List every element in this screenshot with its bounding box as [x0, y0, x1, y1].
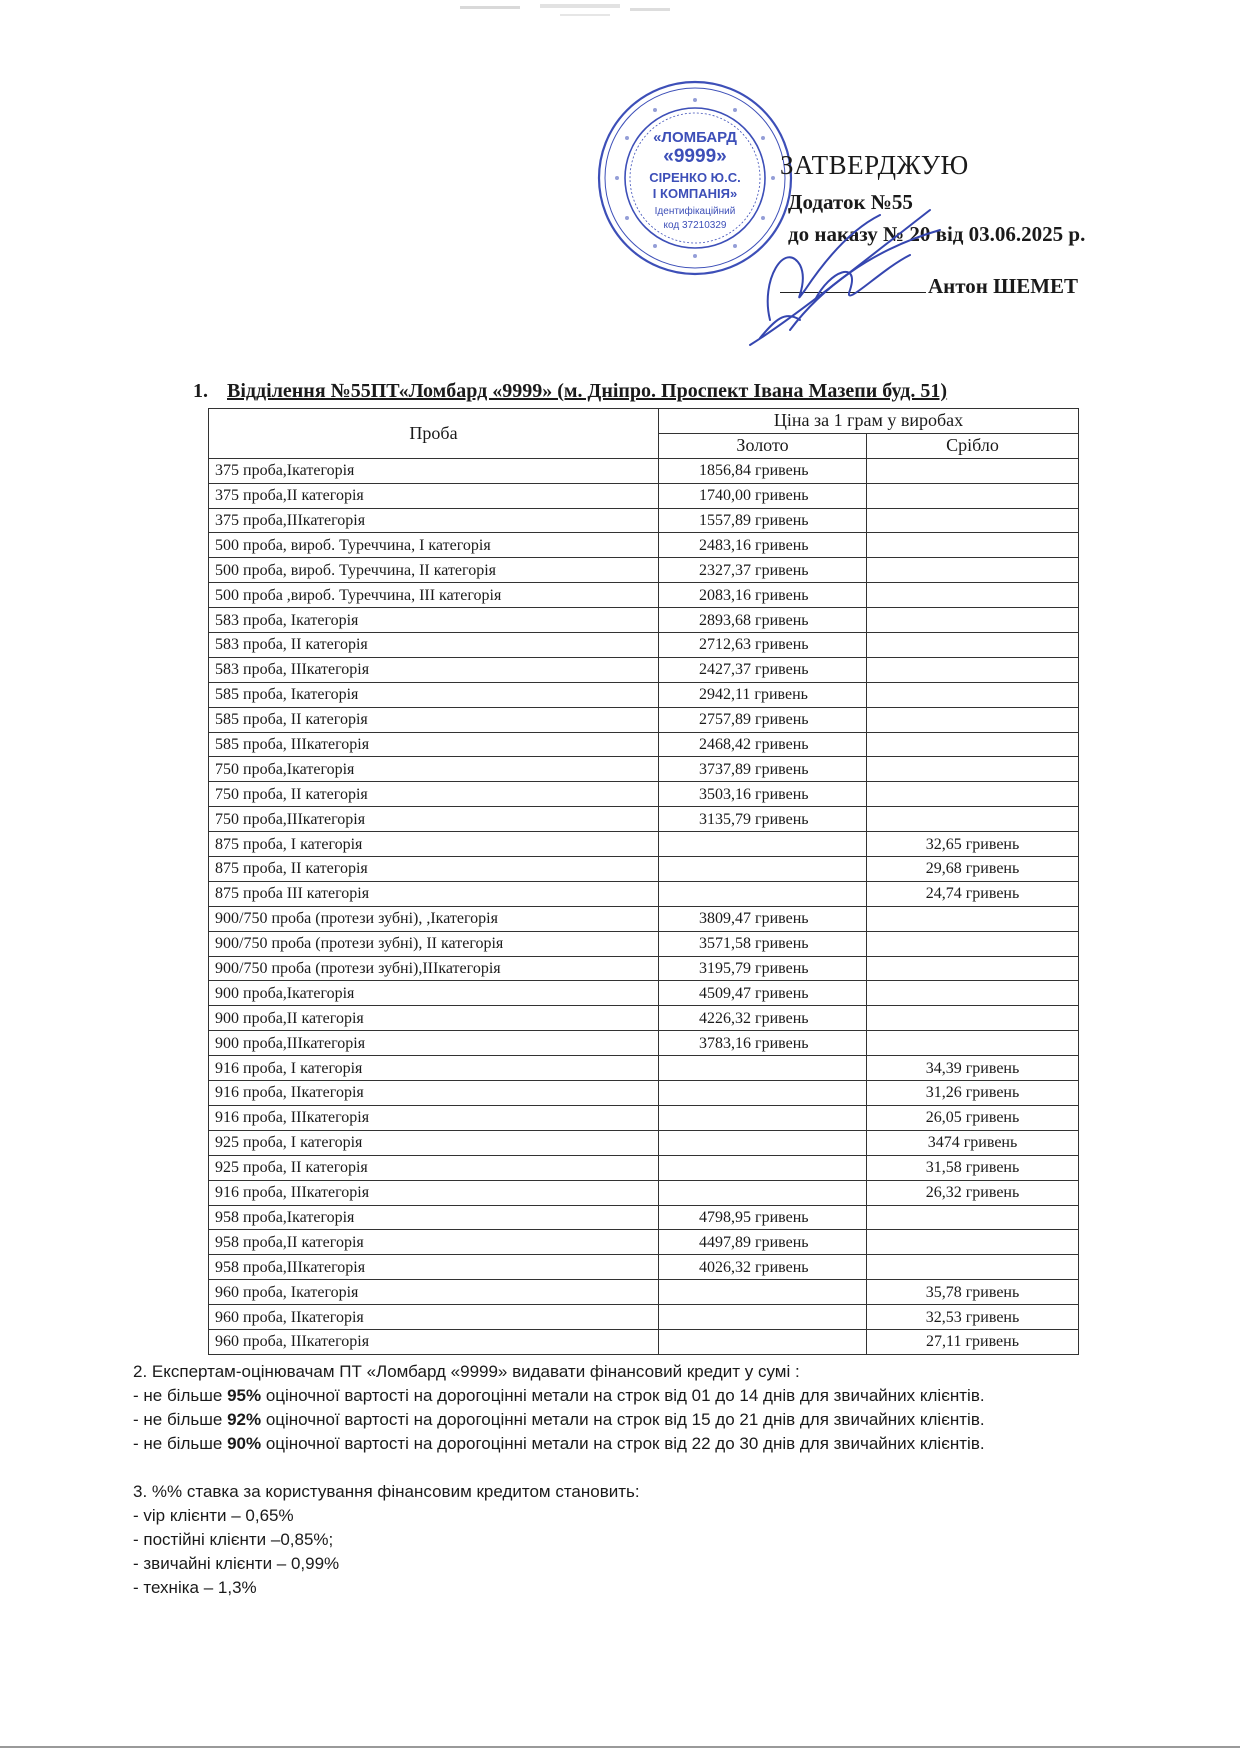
table-row	[209, 558, 1079, 583]
table-row	[209, 782, 1079, 807]
row-gold-cell	[659, 857, 867, 882]
table-body	[209, 458, 1079, 1354]
row-proba-cell: 585 проба, Ікатегорія	[209, 682, 659, 707]
header-price: Ціна за 1 грам у виробах	[659, 409, 1079, 434]
row-silver-cell	[867, 508, 1079, 533]
credit-line-percent: 95%	[227, 1386, 262, 1405]
row-silver-cell: 3474 гривень	[867, 1130, 1079, 1155]
table-row	[209, 906, 1079, 931]
row-silver-cell: 32,65 гривень	[867, 832, 1079, 857]
stamp-line-4: І КОМПАНІЯ»	[652, 186, 738, 201]
row-silver-cell	[867, 1230, 1079, 1255]
section-text: Відділення №55ПТ«Ломбард «9999» (м. Дніпро. Проспект Івана Мазепи буд. 51)	[227, 380, 948, 402]
row-proba-cell: 875 проба, І категорія	[209, 832, 659, 857]
table-row	[209, 657, 1079, 682]
row-proba-cell: 875 проба ІІІ категорія	[209, 881, 659, 906]
credit-line-prefix: - не більше	[133, 1410, 228, 1429]
row-proba-cell: 960 проба, Ікатегорія	[209, 1280, 659, 1305]
price-table	[208, 408, 1079, 1355]
row-gold-cell: 4798,95 гривень	[659, 1205, 867, 1230]
row-proba-cell: 875 проба, ІІ категорія	[209, 857, 659, 882]
row-silver-cell	[867, 732, 1079, 757]
row-proba-cell: 916 проба, ІІкатегорія	[209, 1081, 659, 1106]
table-row	[209, 757, 1079, 782]
row-silver-cell	[867, 757, 1079, 782]
row-gold-cell: 3737,89 гривень	[659, 757, 867, 782]
table-row	[209, 533, 1079, 558]
row-gold-cell: 1856,84 гривень	[659, 458, 867, 483]
row-silver-cell	[867, 682, 1079, 707]
table-row	[209, 1130, 1079, 1155]
row-silver-cell	[867, 1255, 1079, 1280]
row-gold-cell	[659, 1155, 867, 1180]
row-gold-cell	[659, 832, 867, 857]
row-proba-cell: 750 проба,ІІІкатегорія	[209, 807, 659, 832]
table-row	[209, 682, 1079, 707]
row-gold-cell: 2942,11 гривень	[659, 682, 867, 707]
row-silver-cell	[867, 583, 1079, 608]
row-gold-cell: 1557,89 гривень	[659, 508, 867, 533]
credit-line-percent: 90%	[227, 1434, 262, 1453]
row-proba-cell: 900/750 проба (протези зубні), ,Ікатегорія	[209, 906, 659, 931]
row-silver-cell: 34,39 гривень	[867, 1056, 1079, 1081]
header-proba: Проба	[209, 409, 659, 459]
row-gold-cell: 3135,79 гривень	[659, 807, 867, 832]
row-proba-cell: 375 проба,ІІІкатегорія	[209, 508, 659, 533]
row-gold-cell: 3809,47 гривень	[659, 906, 867, 931]
table-row	[209, 981, 1079, 1006]
row-gold-cell: 2712,63 гривень	[659, 633, 867, 658]
table-row	[209, 732, 1079, 757]
row-silver-cell	[867, 931, 1079, 956]
row-gold-cell: 3571,58 гривень	[659, 931, 867, 956]
row-proba-cell: 585 проба, ІІ категорія	[209, 707, 659, 732]
section-title	[193, 380, 947, 403]
table-row	[209, 881, 1079, 906]
row-proba-cell: 750 проба, ІІ категорія	[209, 782, 659, 807]
credit-line	[133, 1384, 1173, 1408]
row-silver-cell: 31,58 гривень	[867, 1155, 1079, 1180]
credit-line-text: оціночної вартості на дорогоцінні метали на строк від 22 до 30 днів для звичайних клієнтів.	[261, 1434, 985, 1453]
table-row	[209, 1081, 1079, 1106]
row-proba-cell: 925 проба, ІІ категорія	[209, 1155, 659, 1180]
row-silver-cell	[867, 657, 1079, 682]
table-row	[209, 633, 1079, 658]
row-proba-cell: 900 проба,ІІ категорія	[209, 1006, 659, 1031]
row-gold-cell	[659, 1081, 867, 1106]
row-gold-cell: 2468,42 гривень	[659, 732, 867, 757]
table-row	[209, 1255, 1079, 1280]
row-proba-cell: 375 проба,ІІ категорія	[209, 483, 659, 508]
header-gold: Золото	[659, 433, 867, 458]
table-row	[209, 1056, 1079, 1081]
section-number: 1.	[193, 380, 208, 402]
scan-bottom-edge	[0, 1746, 1240, 1748]
row-silver-cell	[867, 1205, 1079, 1230]
row-silver-cell: 27,11 гривень	[867, 1329, 1079, 1354]
table-row	[209, 857, 1079, 882]
row-gold-cell	[659, 1056, 867, 1081]
row-proba-cell: 375 проба,Ікатегорія	[209, 458, 659, 483]
row-silver-cell	[867, 633, 1079, 658]
rate-line: - постійні клієнти –0,85%;	[133, 1530, 334, 1549]
row-proba-cell: 900/750 проба (протези зубні),ІІІкатегорія	[209, 956, 659, 981]
row-proba-cell: 916 проба, І категорія	[209, 1056, 659, 1081]
row-proba-cell: 900 проба,ІІІкатегорія	[209, 1031, 659, 1056]
credit-line-text: оціночної вартості на дорогоцінні метали на строк від 15 до 21 днів для звичайних клієнтів.	[261, 1410, 985, 1429]
row-gold-cell: 4497,89 гривень	[659, 1230, 867, 1255]
row-gold-cell: 2757,89 гривень	[659, 707, 867, 732]
table-row	[209, 1180, 1079, 1205]
row-proba-cell: 500 проба ,вироб. Туреччина, ІІІ категорія	[209, 583, 659, 608]
approval-signer: Антон ШЕМЕТ	[928, 274, 1079, 298]
row-silver-cell	[867, 956, 1079, 981]
table-row	[209, 583, 1079, 608]
row-proba-cell: 583 проба, ІІ категорія	[209, 633, 659, 658]
row-gold-cell	[659, 1280, 867, 1305]
row-silver-cell	[867, 483, 1079, 508]
row-silver-cell	[867, 1006, 1079, 1031]
row-proba-cell: 500 проба, вироб. Туреччина, І категорія	[209, 533, 659, 558]
row-gold-cell	[659, 1130, 867, 1155]
row-silver-cell	[867, 458, 1079, 483]
table-row	[209, 956, 1079, 981]
credit-line-percent: 92%	[227, 1410, 262, 1429]
stamp-line-5: Ідентифікаційний	[654, 206, 736, 217]
row-gold-cell: 4026,32 гривень	[659, 1255, 867, 1280]
row-proba-cell: 500 проба, вироб. Туреччина, ІІ категорія	[209, 558, 659, 583]
terms-section	[133, 1360, 1173, 1600]
row-silver-cell	[867, 608, 1079, 633]
rate-line: - техніка – 1,3%	[133, 1578, 257, 1597]
row-proba-cell: 900 проба,Ікатегорія	[209, 981, 659, 1006]
stamp-line-6: код 37210329	[663, 220, 727, 231]
scan-smudge	[450, 2, 700, 20]
table-row	[209, 1006, 1079, 1031]
approval-order: до наказу № 20 від 03.06.2025 р.	[788, 222, 1086, 246]
header-silver: Срібло	[867, 433, 1079, 458]
credit-line	[133, 1408, 1173, 1432]
approval-annex: Додаток №55	[788, 190, 913, 214]
row-gold-cell: 2893,68 гривень	[659, 608, 867, 633]
table-row	[209, 608, 1079, 633]
row-gold-cell: 2083,16 гривень	[659, 583, 867, 608]
row-silver-cell: 26,32 гривень	[867, 1180, 1079, 1205]
table-row	[209, 1105, 1079, 1130]
row-silver-cell	[867, 707, 1079, 732]
row-silver-cell: 35,78 гривень	[867, 1280, 1079, 1305]
row-gold-cell: 4509,47 гривень	[659, 981, 867, 1006]
table-row	[209, 1031, 1079, 1056]
stamp-line-1: «ЛОМБАРД	[653, 129, 737, 146]
row-silver-cell	[867, 782, 1079, 807]
credit-line-prefix: - не більше	[133, 1386, 228, 1405]
row-silver-cell: 29,68 гривень	[867, 857, 1079, 882]
table-row	[209, 1305, 1079, 1330]
row-silver-cell	[867, 807, 1079, 832]
row-silver-cell	[867, 981, 1079, 1006]
row-gold-cell: 2327,37 гривень	[659, 558, 867, 583]
credit-line-text: оціночної вартості на дорогоцінні метали на строк від 01 до 14 днів для звичайних клієнтів.	[261, 1386, 985, 1405]
row-silver-cell	[867, 1031, 1079, 1056]
row-proba-cell: 750 проба,Ікатегорія	[209, 757, 659, 782]
row-silver-cell: 26,05 гривень	[867, 1105, 1079, 1130]
row-gold-cell: 3503,16 гривень	[659, 782, 867, 807]
table-row	[209, 1155, 1079, 1180]
credit-intro: 2. Експертам-оцінювачам ПТ «Ломбард «9999» видавати фінансовий кредит у сумі :	[133, 1362, 800, 1381]
row-proba-cell: 916 проба, ІІІкатегорія	[209, 1105, 659, 1130]
table-row	[209, 931, 1079, 956]
rate-line: - vip клієнти – 0,65%	[133, 1506, 294, 1525]
row-proba-cell: 960 проба, ІІІкатегорія	[209, 1329, 659, 1354]
row-gold-cell	[659, 1329, 867, 1354]
handwritten-signature	[730, 170, 960, 360]
row-silver-cell: 31,26 гривень	[867, 1081, 1079, 1106]
table-row	[209, 807, 1079, 832]
row-proba-cell: 958 проба,ІІІкатегорія	[209, 1255, 659, 1280]
table-row	[209, 1230, 1079, 1255]
row-proba-cell: 916 проба, ІІІкатегорія	[209, 1180, 659, 1205]
row-gold-cell: 3195,79 гривень	[659, 956, 867, 981]
table-header-row	[209, 409, 1079, 434]
row-gold-cell	[659, 1305, 867, 1330]
table-row	[209, 832, 1079, 857]
table-row	[209, 458, 1079, 483]
row-proba-cell: 958 проба,Ікатегорія	[209, 1205, 659, 1230]
table-row	[209, 1329, 1079, 1354]
row-silver-cell: 24,74 гривень	[867, 881, 1079, 906]
row-gold-cell	[659, 1180, 867, 1205]
row-proba-cell: 583 проба, Ікатегорія	[209, 608, 659, 633]
row-proba-cell: 960 проба, ІІкатегорія	[209, 1305, 659, 1330]
row-proba-cell: 585 проба, ІІІкатегорія	[209, 732, 659, 757]
rate-intro: 3. %% ставка за користування фінансовим кредитом становить:	[133, 1482, 640, 1501]
approval-title: ЗАТВЕРДЖУЮ	[780, 150, 969, 180]
row-silver-cell: 32,53 гривень	[867, 1305, 1079, 1330]
row-proba-cell: 583 проба, ІІІкатегорія	[209, 657, 659, 682]
row-silver-cell	[867, 558, 1079, 583]
stamp-line-3: СІРЕНКО Ю.С.	[649, 170, 741, 185]
row-proba-cell: 900/750 проба (протези зубні), ІІ категорія	[209, 931, 659, 956]
table-row	[209, 483, 1079, 508]
row-gold-cell: 3783,16 гривень	[659, 1031, 867, 1056]
table-row	[209, 1205, 1079, 1230]
row-silver-cell	[867, 906, 1079, 931]
rate-line: - звичайні клієнти – 0,99%	[133, 1554, 340, 1573]
row-gold-cell: 2483,16 гривень	[659, 533, 867, 558]
row-silver-cell	[867, 533, 1079, 558]
credit-line	[133, 1432, 1173, 1456]
row-gold-cell	[659, 881, 867, 906]
table-row	[209, 508, 1079, 533]
spacer	[133, 1456, 1173, 1480]
row-gold-cell: 4226,32 гривень	[659, 1006, 867, 1031]
row-gold-cell: 1740,00 гривень	[659, 483, 867, 508]
table-row	[209, 707, 1079, 732]
credit-line-prefix: - не більше	[133, 1434, 228, 1453]
row-proba-cell: 958 проба,ІІ категорія	[209, 1230, 659, 1255]
table-row	[209, 1280, 1079, 1305]
row-proba-cell: 925 проба, І категорія	[209, 1130, 659, 1155]
stamp-line-2: «9999»	[663, 146, 727, 167]
row-gold-cell	[659, 1105, 867, 1130]
row-gold-cell: 2427,37 гривень	[659, 657, 867, 682]
